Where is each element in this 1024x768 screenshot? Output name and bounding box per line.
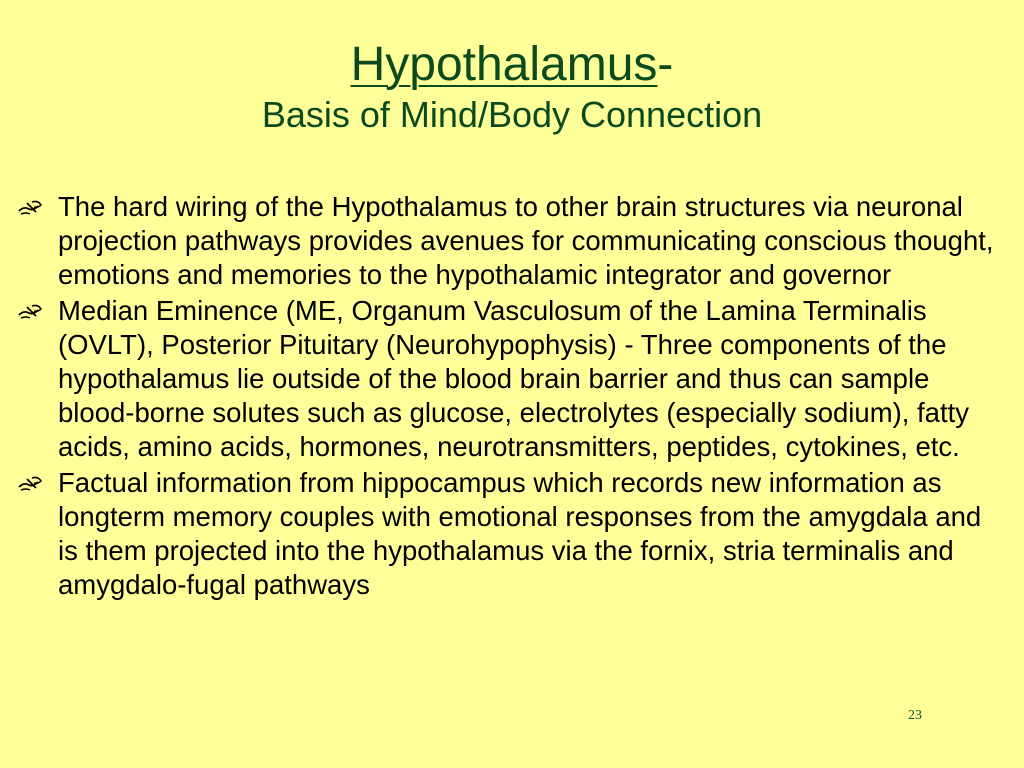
bullet-text: Median Eminence (ME, Organum Vasculosum of the Lamina Terminalis (OVLT), Posterior Pituitary (Neurohypophysis) - Three components of the hypothalamus lie outside of the blood brain barrier and thus can sample blood-borne solutes such as glucose, electrolytes (especially sodium), fatty acids, amino acids, hormones, neurotransmitters, peptides, cytokines, etc. [58,295,970,462]
bullet-list [58,190,1008,604]
writing-hand-icon [18,197,44,217]
bullet-text: Factual information from hippocampus which records new information as longterm memory couples with emotional responses from the amygdala and is them projected into the hypothalamus via the fornix, stria terminalis and amygdalo-fugal pathways [58,467,982,600]
title-main: Hypothalamus [350,38,658,91]
bullet-item [58,466,1008,602]
bullet-text: The hard wiring of the Hypothalamus to other brain structures via neuronal projection pathways provides avenues for communicating conscious thought, emotions and memories to the hypothalamic integrator and governor [58,191,994,290]
page-number: 23 [908,708,922,723]
writing-hand-icon [18,301,44,321]
title [0,36,1024,94]
writing-hand-icon [18,473,44,493]
bullet-item [58,190,1008,292]
bullet-item [58,294,1008,464]
title-block [0,36,1024,136]
subtitle: Basis of Mind/Body Connection [261,94,763,135]
title-dash: - [657,38,674,91]
